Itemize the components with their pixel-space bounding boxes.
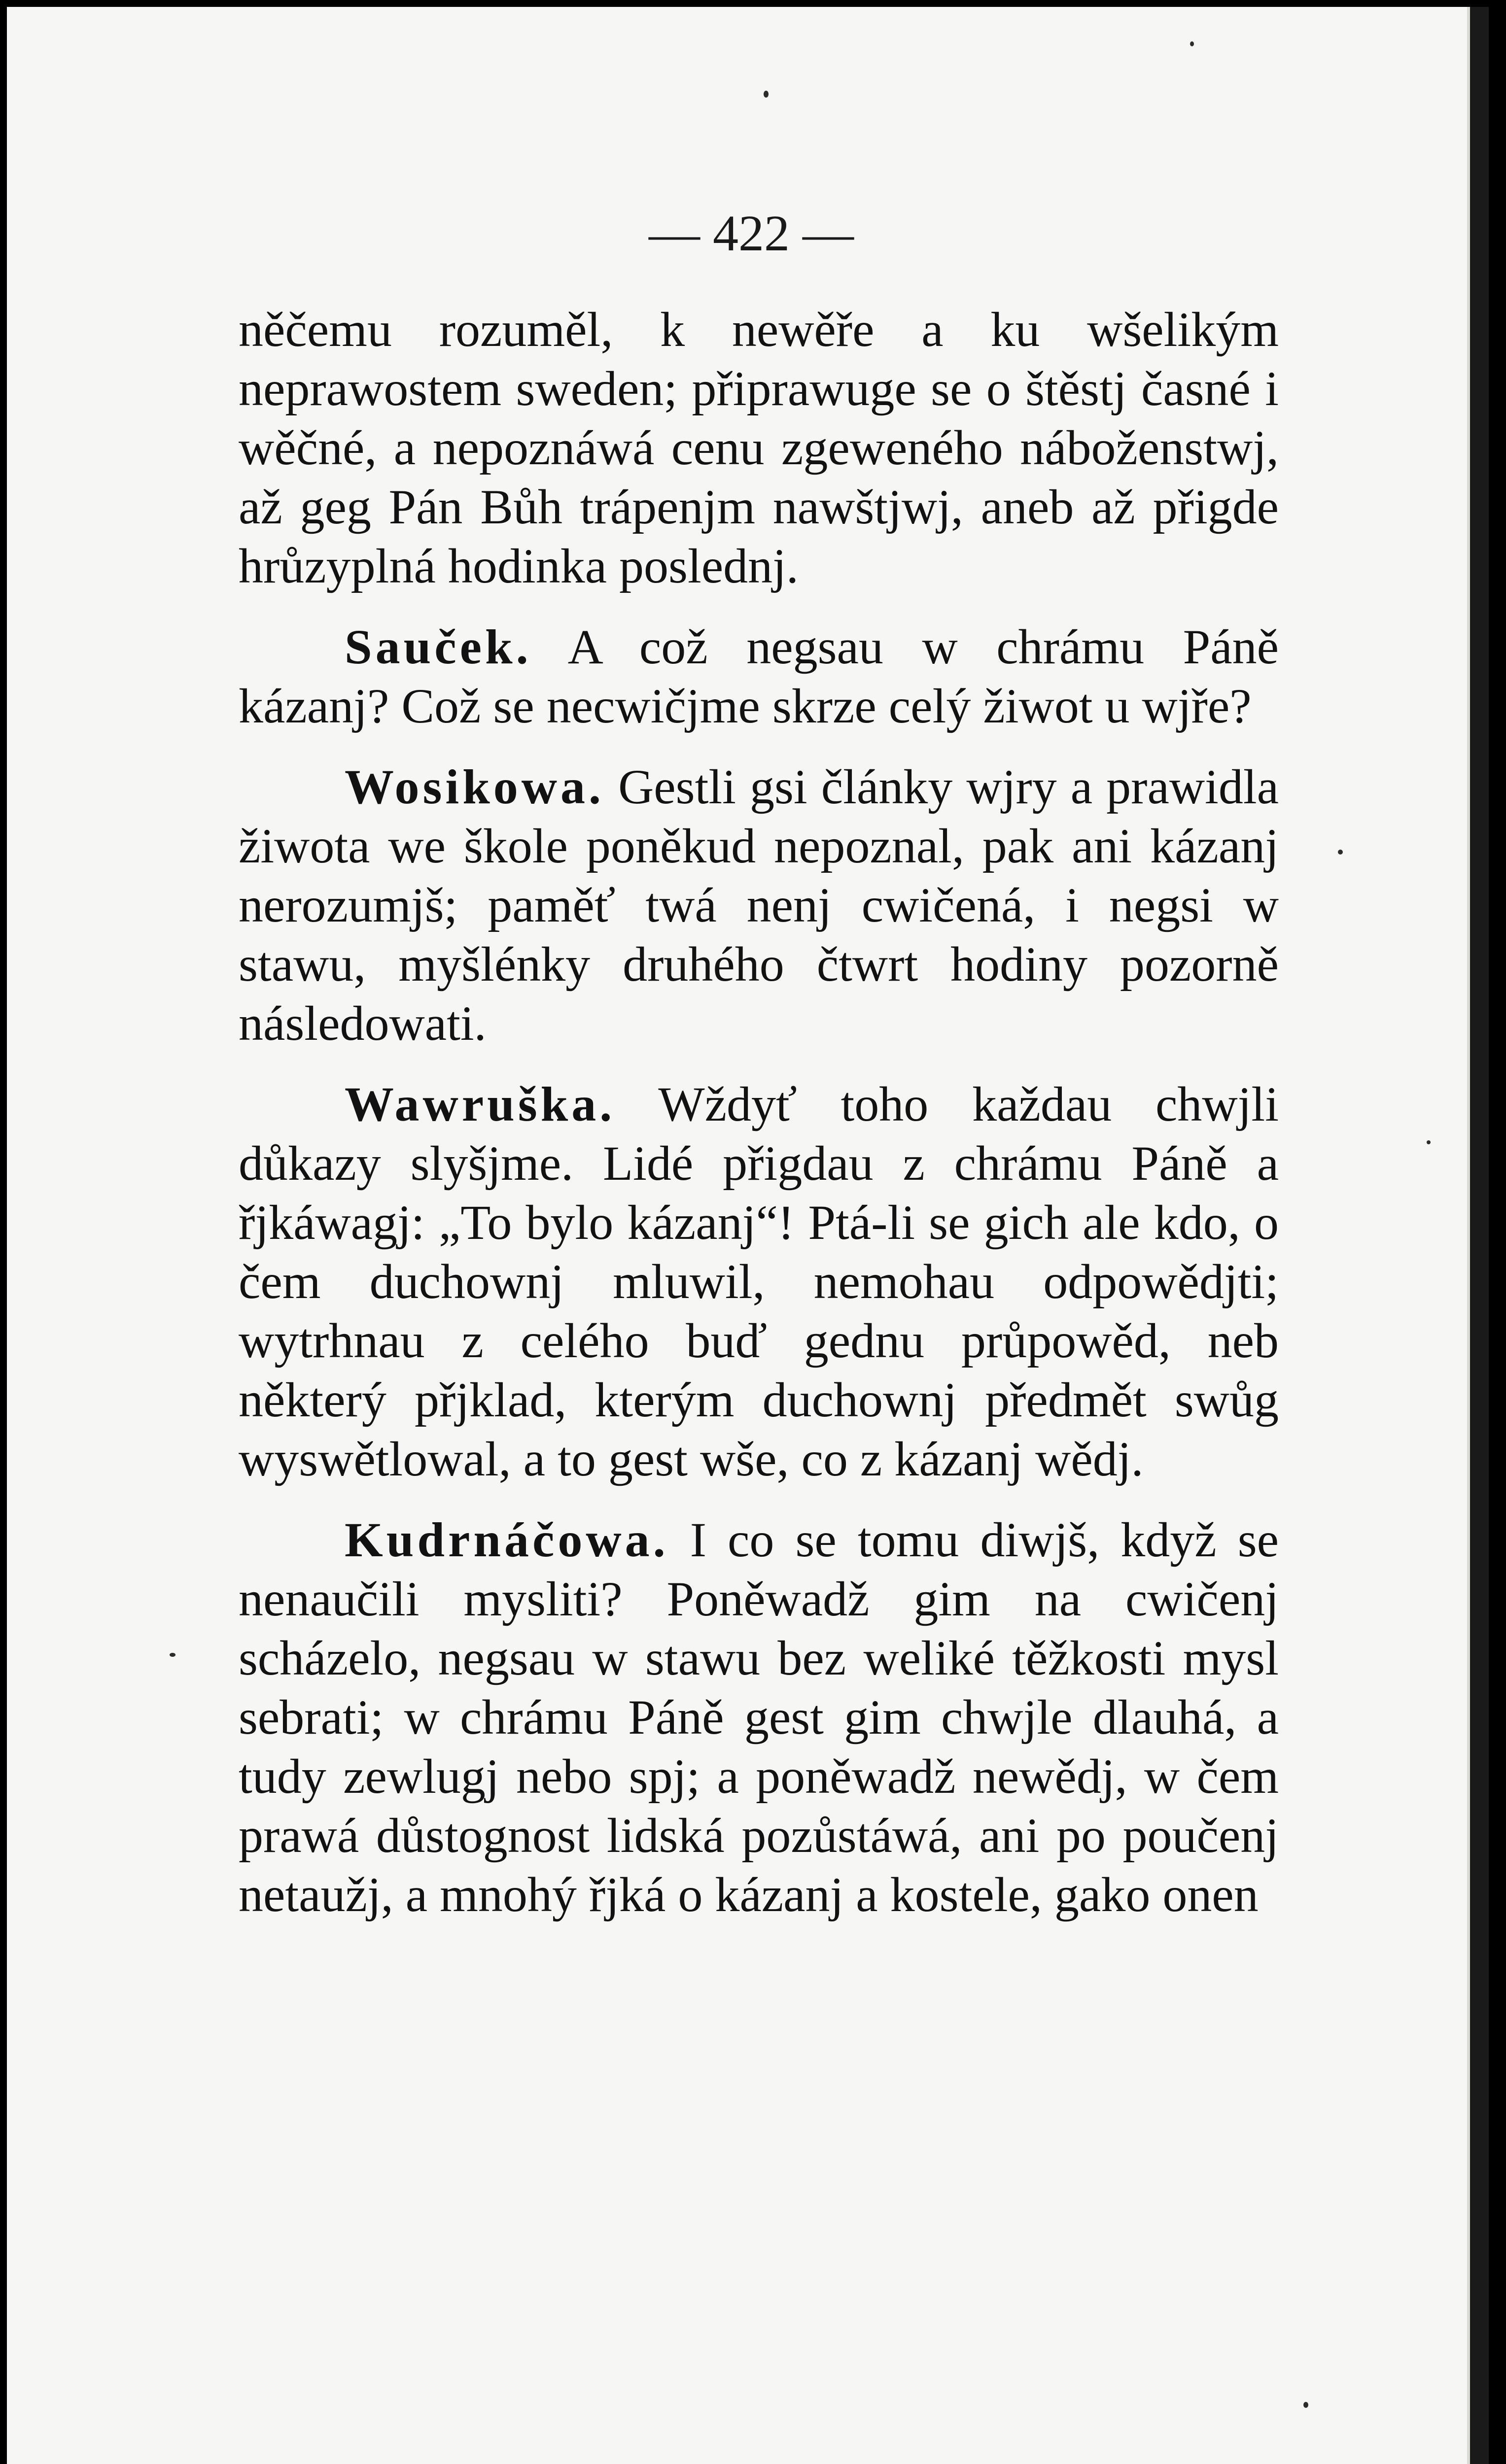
speaker-name: Wosikowa. [345, 759, 605, 814]
paragraph-text: něčemu rozuměl, k newěře a ku wšelikým neprawostem sweden; připrawuge se o štěstj časné i wěčné, a nepoznáwá cenu zgeweného náboženstwj, až geg Pán Bůh trápenjm nawštjwj, aneb až přigde hrůzyplná hodinka poslednj. [239, 302, 1279, 593]
page-body [239, 300, 1279, 1924]
dialogue-paragraph [239, 1510, 1279, 1924]
paper-speck [764, 91, 769, 98]
paragraph [239, 300, 1279, 596]
dialogue-paragraph [239, 1075, 1279, 1489]
scan-border [1470, 7, 1489, 2464]
speaker-name: Sauček. [345, 619, 532, 674]
speaker-name: Kudrnáčowa. [345, 1512, 669, 1567]
paper-speck [1427, 1140, 1431, 1144]
paragraph-text: A což negsau w chrámu Páně kázanj? Což se necwičjme skrze celý žiwot u wjře? [239, 619, 1279, 733]
paragraph-text: Wždyť toho každau chwjli důkazy slyšjme. Lidé přigdau z chrámu Páně a řjkáwagj: „To bylo kázanj“! Ptá-li se gich ale kdo, o čem duchownj mluwil, nemohau odpowědjti; wytrhnau z celého buď gednu průpowěd, neb některý přjklad, kterým duchownj předmět swůg wyswětlowal, a to gest wše, co z kázanj wědj. [239, 1077, 1279, 1486]
dialogue-paragraph [239, 617, 1279, 736]
paper-speck [1303, 2402, 1308, 2408]
paragraph-text: I co se tomu diwjš, když se nenaučili mysliti? Poněwadž gim na cwičenj scházelo, negsau w stawu bez weliké těžkosti mysl sebrati; w chrámu Páně gest gim chwjle dlauhá, a tudy zewlugj nebo spj; a poněwadž newědj, w čem prawá důstognost lidská pozůstáwá, ani po poučenj netaužj, a mnohý řjká o kázanj a kostele, gako onen [239, 1512, 1279, 1922]
paper-speck [1190, 41, 1194, 46]
paper-speck [1338, 850, 1343, 855]
page-number: — 422 — [649, 205, 854, 262]
paper-speck [170, 1653, 175, 1657]
speaker-name: Wawruška. [345, 1077, 616, 1131]
book-page [7, 7, 1489, 2464]
dialogue-paragraph [239, 757, 1279, 1053]
paragraph-text: Gestli gsi články wjry a prawidla žiwota we škole poněkud nepoznal, pak ani kázanj nerozumjš; paměť twá nenj cwičená, i negsi w stawu, myšlénky druhého čtwrt hodiny pozorně následowati. [239, 759, 1279, 1051]
